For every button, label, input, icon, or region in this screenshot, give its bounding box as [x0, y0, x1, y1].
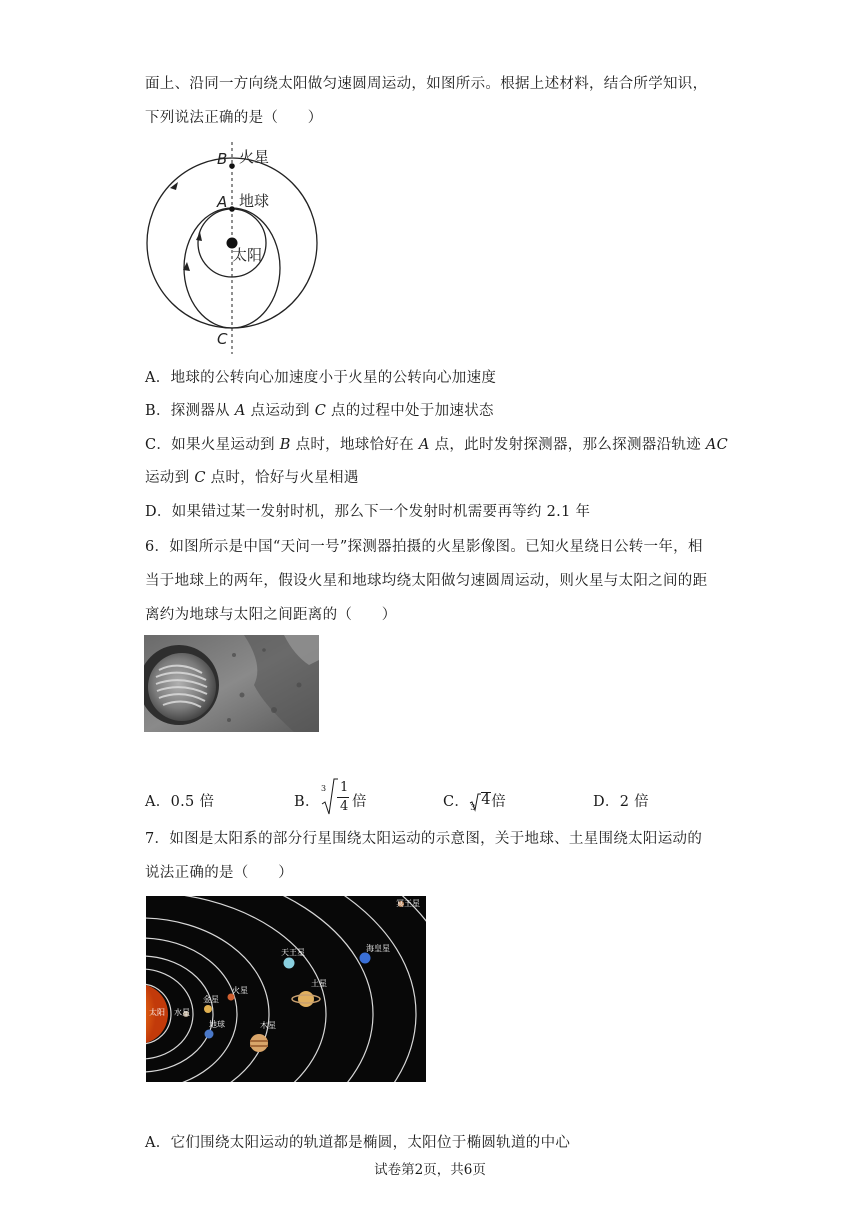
- label-sun-solar: 太阳: [149, 1008, 165, 1017]
- label-mars-solar: 火星: [232, 986, 248, 995]
- solar-system-image: [146, 896, 426, 1082]
- q7-line-1: 7．如图是太阳系的部分行星围绕太阳运动的示意图，关于地球、土星围绕太阳运动的: [145, 831, 703, 847]
- q6-option-c: C． 3 4 倍: [443, 792, 507, 812]
- label-uranus: 天王星: [281, 948, 305, 957]
- q6-option-a: A．0.5 倍: [145, 794, 215, 810]
- saturn-graphic: [298, 991, 314, 1007]
- venus-graphic: [204, 1005, 212, 1013]
- label-C: C: [217, 330, 228, 348]
- label-jupiter: 木星: [260, 1021, 276, 1030]
- label-mercury: 水星: [174, 1008, 190, 1017]
- label-saturn: 土星: [311, 979, 327, 988]
- label-pluto: 冥王星: [396, 899, 420, 908]
- q5-option-c-line2: 运动到 C 点时，恰好与火星相遇: [145, 470, 359, 486]
- q6-line-3: 离约为地球与太阳之间距离的（ ）: [145, 607, 397, 623]
- earth-graphic: [205, 1030, 214, 1039]
- jupiter-graphic: [250, 1034, 268, 1052]
- q5-option-c-line1: C．如果火星运动到 B 点时，地球恰好在 A 点，此时发射探测器，那么探测器沿轨迹 AC: [145, 437, 729, 453]
- point-A: [229, 206, 235, 212]
- uranus-graphic: [284, 958, 295, 969]
- label-neptune: 海皇星: [366, 944, 390, 953]
- radical-sign-b: [320, 778, 338, 818]
- radical-sign-c: [469, 792, 481, 812]
- label-earth: 地球: [239, 192, 270, 210]
- mars-surface-image: [144, 635, 319, 732]
- q7-line-2: 说法正确的是（ ）: [145, 865, 293, 881]
- neptune-graphic: [360, 953, 371, 964]
- q5-option-d: D．如果错过某一发射时机，那么下一个发射时机需要再等约 2.1 年: [145, 504, 591, 520]
- intro-line-2: 下列说法正确的是（ ）: [145, 110, 323, 126]
- q5-option-b: B．探测器从 A 点运动到 C 点的过程中处于加速状态: [145, 403, 494, 419]
- point-B: [229, 163, 235, 169]
- q6-option-d: D．2 倍: [593, 794, 649, 810]
- label-earth-solar: 地球: [209, 1020, 225, 1029]
- q7-option-a: A．它们围绕太阳运动的轨道都是椭圆，太阳位于椭圆轨道的中心: [145, 1135, 571, 1151]
- label-A: A: [217, 193, 228, 211]
- q6-line-1: 6．如图所示是中国“天问一号”探测器拍摄的火星影像图。已知火星绕日公转一年，相: [145, 539, 703, 555]
- label-B: B: [217, 150, 228, 168]
- orbit-diagram: [140, 140, 330, 360]
- q6-line-2: 当于地球上的两年，假设火星和地球均绕太阳做匀速圆周运动，则火星与太阳之间的距: [145, 573, 708, 589]
- label-venus: 金星: [203, 995, 219, 1004]
- intro-line-1: 面上、沿同一方向绕太阳做匀速圆周运动，如图所示。根据上述材料，结合所学知识，: [145, 76, 708, 92]
- page-footer: 试卷第2页，共6页: [374, 1162, 486, 1178]
- label-mars: 火星: [239, 148, 270, 166]
- q5-option-a: A．地球的公转向心加速度小于火星的公转向心加速度: [145, 370, 497, 386]
- label-sun: 太阳: [232, 246, 263, 264]
